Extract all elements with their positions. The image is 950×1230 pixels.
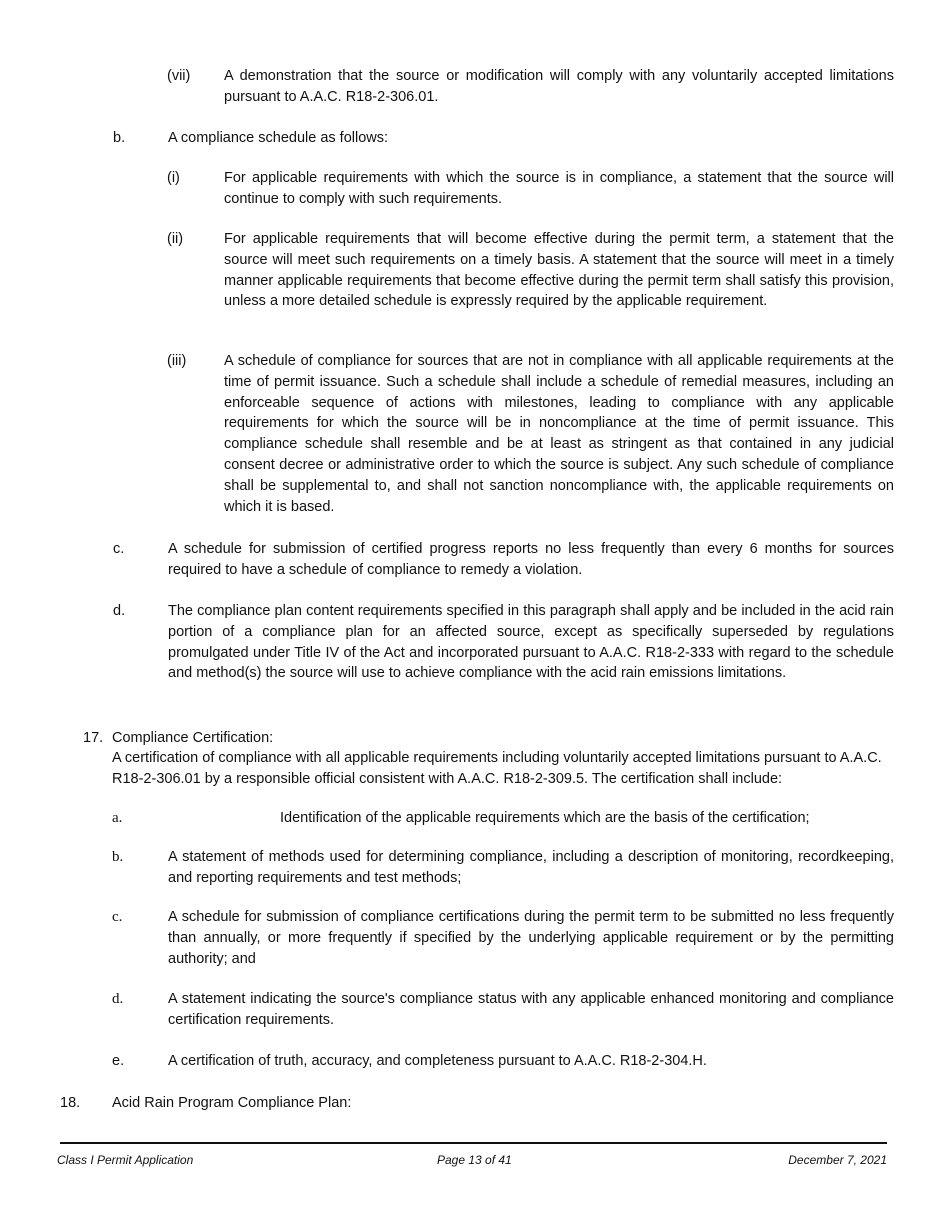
cert-text-a: Identification of the applicable requirements which are the basis of the certification;	[280, 810, 810, 826]
footer-page-number: Page 13 of 41	[437, 1153, 512, 1167]
sub-label-i: (i)	[167, 170, 180, 186]
item-label-b: b.	[113, 130, 126, 146]
footer-left: Class I Permit Application	[57, 1153, 194, 1167]
cert-text-e: A certification of truth, accuracy, and completeness pursuant to A.A.C. R18-2-304.H.	[168, 1053, 707, 1069]
footer-date: December 7, 2021	[788, 1153, 887, 1167]
cert-text-c: A schedule for submission of compliance certifications during the permit term to be submitted no less frequently than annually, or more frequently if specified by the underlying applicable requirement or by the permitting authority; and	[168, 909, 894, 967]
cert-label-c: c.	[112, 909, 123, 925]
sub-text-i: For applicable requirements with which the source is in compliance, a statement that the source will continue to comply with such requirements.	[224, 170, 894, 207]
section-18-number: 18.	[60, 1095, 81, 1111]
item-text-d: The compliance plan content requirements specified in this paragraph shall apply and be included in the acid rain portion of a compliance plan for an affected source, except as specifically superseded by regulations promulgated under Title IV of the Act and incorporated pursuant to A.A.C. R18-2-333 with regard to the schedule and method(s) the source will use to achieve compliance with the acid rain emissions limitations.	[168, 603, 894, 682]
sub-label-ii: (ii)	[167, 231, 184, 247]
item-text-c: A schedule for submission of certified progress reports no less frequently than every 6 months for sources required to have a schedule of compliance to remedy a violation.	[168, 541, 894, 578]
sub-text-iii: A schedule of compliance for sources that are not in compliance with all applicable requirements at the time of permit issuance. Such a schedule shall include a schedule of remedial measures, including an enforceable sequence of actions with milestones, leading to compliance with any applicable requirements for which the source will be in noncompliance at the time of permit issuance. This compliance schedule shall resemble and be at least as stringent as that contained in any judicial consent decree or administrative order to which the source is subject. Any such schedule of compliance shall be supplemental to, and shall not sanction noncompliance with, the applicable requirements on which it is based.	[224, 353, 894, 515]
item-text-vii: A demonstration that the source or modification will comply with any voluntarily accepted limitations pursuant to A.A.C. R18-2-306.01.	[224, 68, 894, 105]
sub-text-ii: For applicable requirements that will become effective during the permit term, a statement that the source will meet such requirements on a timely basis. A statement that the source will meet in a timely manner applicable requirements that become effective during the permit term shall satisfy this provision, unless a more detailed schedule is expressly required by the applicable requirement.	[224, 231, 894, 310]
item-label-c: c.	[113, 541, 125, 557]
footer-divider	[60, 1142, 887, 1144]
item-label-vii: (vii)	[167, 68, 191, 84]
cert-text-b: A statement of methods used for determining compliance, including a description of monitoring, recordkeeping, and reporting requirements and test methods;	[168, 849, 894, 886]
section-17-title: Compliance Certification:	[112, 730, 274, 746]
section-18-title: Acid Rain Program Compliance Plan:	[112, 1095, 352, 1111]
item-text-b: A compliance schedule as follows:	[168, 130, 389, 146]
cert-text-d: A statement indicating the source's compliance status with any applicable enhanced monitoring and compliance certification requirements.	[168, 991, 894, 1028]
cert-label-e: e.	[112, 1053, 125, 1069]
cert-label-d: d.	[112, 991, 124, 1007]
cert-label-b: b.	[112, 849, 124, 865]
sub-label-iii: (iii)	[167, 353, 187, 369]
cert-label-a: a.	[112, 810, 123, 826]
section-17-intro: A certification of compliance with all applicable requirements including voluntarily accepted limitations pursuant to A.A.C. R18-2-306.01 by a responsible official consistent with A.A.C. R18-2-309.5. The certification shall include:	[112, 750, 882, 787]
section-17-number: 17.	[83, 730, 104, 746]
item-label-d: d.	[113, 603, 126, 619]
